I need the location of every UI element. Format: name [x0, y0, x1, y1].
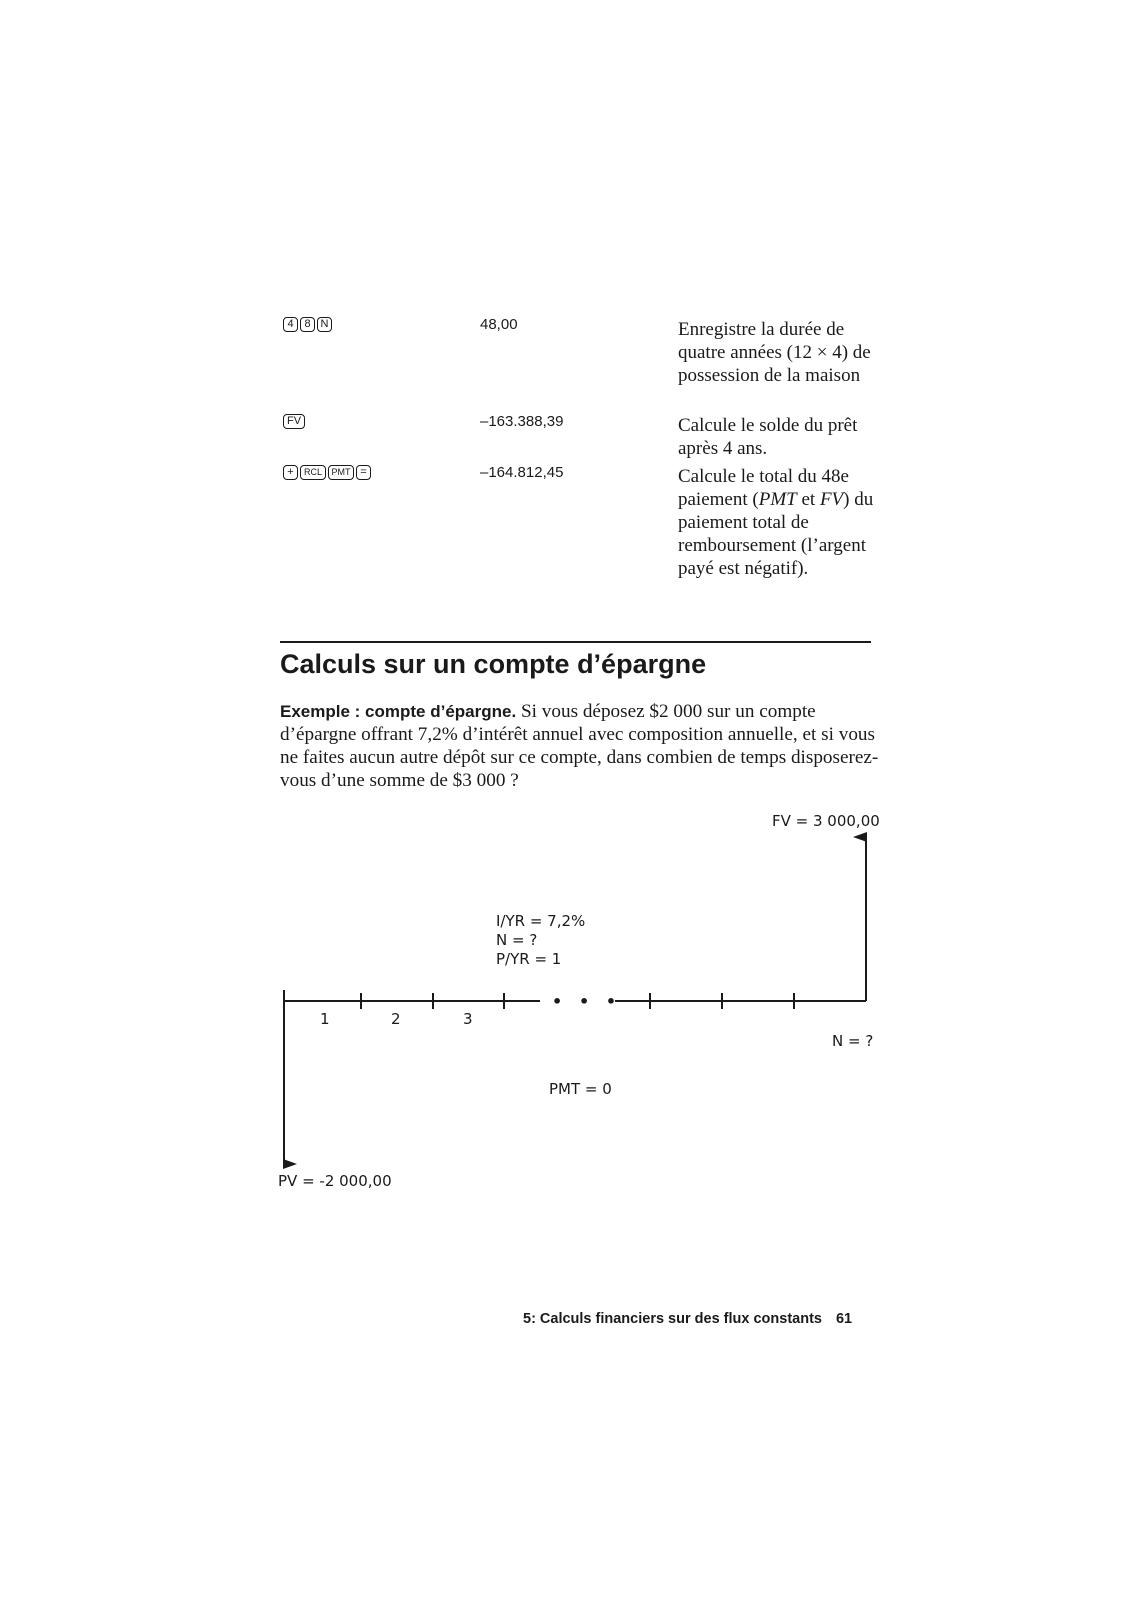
key-plus: + [283, 465, 298, 480]
key-pmt: PMT [328, 465, 354, 480]
display-value-1: 48,00 [480, 316, 518, 333]
description-2: Calcule le solde du prêt après 4 ans. [678, 415, 858, 459]
description-3-pmt: PMT [758, 489, 797, 510]
description-1: Enregistre la durée de quatre années (12 × 4) de possession de la maison [678, 319, 871, 386]
param-pyr: P/YR = 1 [496, 950, 562, 968]
page-number: 61 [835, 1311, 853, 1327]
key-n: N [317, 317, 332, 332]
description-3-part-c: ) du paiement total de remboursement (l’argent payé est négatif). [678, 489, 874, 579]
pv-label: PV = -2 000,00 [278, 1172, 392, 1190]
example-text: Si vous déposez $2 000 sur un compte d’épargne offrant 7,2% d’intérêt annuel avec composition annuelle, et si vous ne faites aucun autre dépôt sur ce compte, dans combien de temps disposerez-vous d’une somme de $3 000 ? [280, 701, 879, 791]
key-fv: FV [283, 414, 305, 429]
page-footer [523, 1311, 852, 1327]
n-label: N = ? [832, 1032, 874, 1050]
param-n: N = ? [496, 931, 538, 949]
fv-label: FV = 3 000,00 [772, 812, 880, 830]
tick-label-2: 2 [391, 1010, 401, 1028]
example-label: Exemple : compte d’épargne. [280, 702, 517, 721]
ellipsis-dots: • • • [552, 992, 617, 1011]
key-equals: = [356, 465, 371, 480]
tick-label-3: 3 [463, 1010, 473, 1028]
param-iyr: I/YR = 7,2% [496, 912, 586, 930]
description-3-part-a: Calcule le total du 48e paiement ( [678, 466, 849, 510]
section-title: Calculs sur un compte d’épargne [280, 649, 707, 679]
description-3-fv: FV [819, 489, 844, 510]
pmt-label: PMT = 0 [549, 1080, 612, 1098]
footer-chapter: 5: Calculs financiers sur des flux constants [523, 1311, 822, 1327]
description-3-part-b: et [796, 489, 820, 510]
display-value-3: –164.812,45 [480, 464, 564, 481]
key-8: 8 [300, 317, 315, 332]
key-4: 4 [283, 317, 298, 332]
key-rcl: RCL [300, 465, 326, 480]
tick-label-1: 1 [320, 1010, 330, 1028]
display-value-2: –163.388,39 [480, 413, 564, 430]
